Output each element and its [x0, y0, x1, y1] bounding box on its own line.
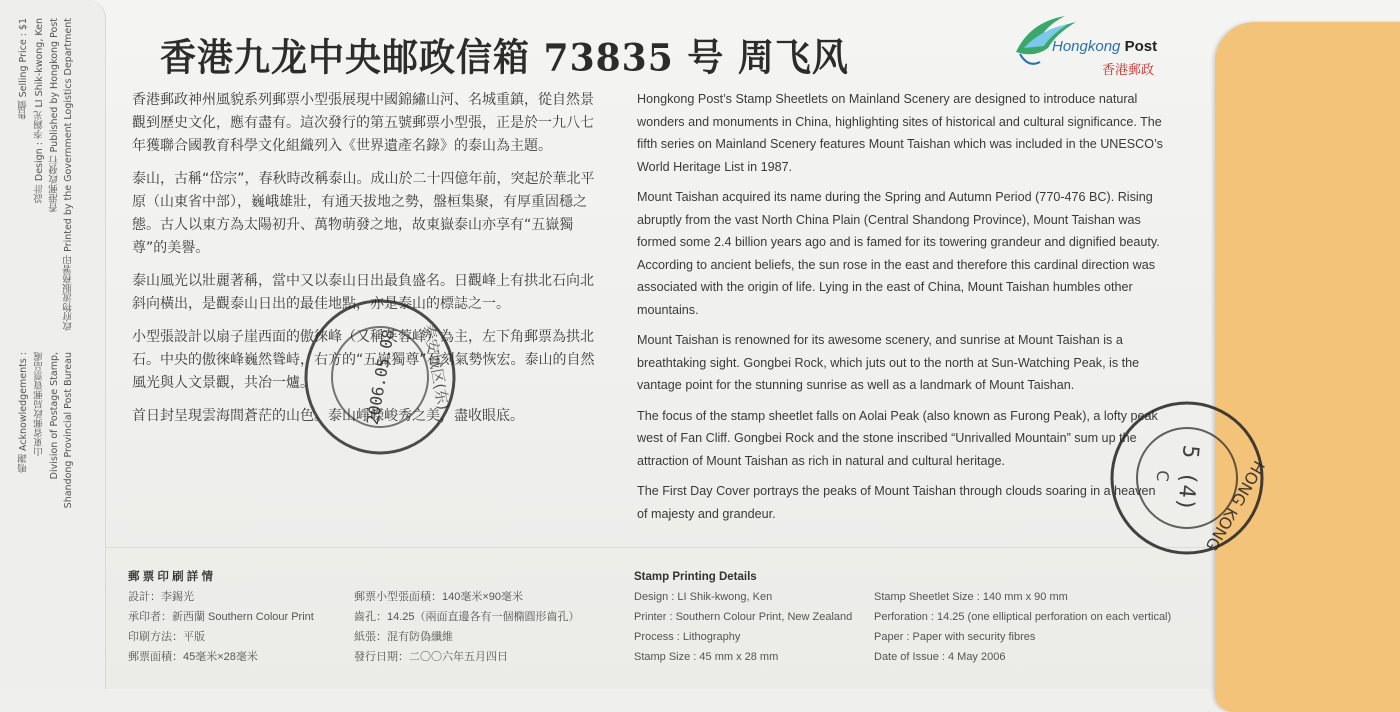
- postmark1-date: 2006.05.08: [362, 328, 399, 427]
- handwritten-address: 香港九龙中央邮政信箱 73835 号 周飞风: [160, 36, 849, 81]
- postmark1-text: 泰安城区(东): [419, 322, 453, 412]
- logo-text-en: [1052, 38, 1157, 55]
- zh-paragraph: 泰山風光以壯麗著稱，當中又以泰山日出最負盛名。日觀峰上有拱北石向北斜向橫出，是觀泰山日出的最佳地點，亦是泰山的標誌之一。: [132, 273, 594, 312]
- detail-line: Printer : Southern Colour Print, New Zealand: [634, 611, 853, 623]
- postmark2-date: 5 (4): [1172, 443, 1203, 513]
- detail-line: 紙張：混有防偽纖維: [354, 631, 453, 643]
- details-en-col2: [874, 587, 1171, 667]
- detail-line: 郵票小型張面積：140毫米×90毫米: [354, 591, 524, 603]
- detail-line: Stamp Sheetlet Size : 140 mm x 90 mm: [874, 591, 1068, 603]
- zh-paragraph: 香港郵政神州風貌系列郵票小型張展現中國錦繡山河、名城重鎮，從自然景觀到歷史文化，應有盡有。這次發行的第五號郵票小型張，正是於一九八七年獲聯合國教育科學文化組織列入《世界遺產名錄》的泰山為主題。: [132, 92, 594, 154]
- logo-text-en-bold: Post: [1124, 38, 1158, 55]
- detail-line: 齒孔：14.25（兩面直邊各有一個橢圓形齒孔）: [354, 611, 580, 623]
- detail-line: Paper : Paper with security fibres: [874, 631, 1036, 643]
- detail-line: Date of Issue : 4 May 2006: [874, 651, 1006, 663]
- details-zh-heading: 郵 票 印 刷 詳 情: [128, 571, 213, 583]
- logo-text-en-regular: Hongkong: [1052, 38, 1121, 55]
- details-en-heading: Stamp Printing Details: [634, 571, 757, 583]
- credit-printed: 政府物流服務署印 Printed by the Government Logistics Department: [63, 18, 74, 331]
- postmark-hongkong: [1105, 398, 1270, 558]
- credit-published: 香港郵政發行 Published by Hongkong Post: [49, 18, 60, 213]
- detail-line: Stamp Size : 45 mm x 28 mm: [634, 651, 779, 663]
- en-paragraph: Mount Taishan acquired its name during the Spring and Autumn Period (770-476 BC). Rising abruptly from the vast North China Plain (Central Shandong Province), Mount Taishan was formed some 2.4 billion years ago and is famed for its towering grandeur and dignified beauty. According to ancient beliefs, the sun rose in the east and therefore this cardinal direction was associated with the origin of life. Lying in the east of China, Mount Taishan humbles other mountains.: [637, 190, 1160, 317]
- logo-text-zh: 香港郵政: [1102, 63, 1155, 78]
- en-paragraph: The focus of the stamp sheetlet falls on Aolai Peak (also known as Furong Peak), a lofty peak west of Fan Cliff. Gongbei Rock and the stone inscribed “Unrivalled Mountain” sum up the attraction of Mount Taishan as rich in natural and cultural heritage.: [637, 408, 1158, 468]
- left-credit-strip: [0, 0, 106, 689]
- en-paragraph: Hongkong Post’s Stamp Sheetlets on Mainland Scenery are designed to introduce natural wonders and monuments in China, highlighting sites of historical and cultural significance. The fifth series on Mainland Scenery features Mount Taishan which was included in the UNESCO’s World Heritage List in 1987.: [637, 92, 1163, 174]
- postmark2-text: HONG KONG: [1201, 457, 1269, 555]
- detail-line: Design : LI Shik-kwong, Ken: [634, 591, 773, 603]
- zh-paragraph: 首日封呈現雲海間蒼茫的山色。泰山崢嶸峻秀之美，盡收眼底。: [132, 408, 524, 424]
- postmark-taian: [300, 295, 460, 460]
- credit-ack-label: 鳴謝 Acknowledgements :: [18, 352, 29, 474]
- credit-design: 設計 Design : 李錫光 LI Shik-kwong, Ken: [34, 18, 45, 204]
- zh-paragraph: 小型張設計以扇子崖西面的傲徠峰（又稱芙蓉峰）為主，左下角郵票為拱北石。中央的傲徠峰巍然聳峙，右方的“五嶽獨尊”石刻氣勢恢宏。泰山的自然風光與人文景觀，共冶一爐。: [132, 329, 595, 391]
- envelope-flap: [1215, 22, 1400, 712]
- postmark2-code: C: [1152, 469, 1173, 483]
- detail-line: Process : Lithography: [634, 631, 741, 643]
- credit-ack-bureau: Shandong Provincial Post Bureau: [63, 352, 74, 509]
- detail-line: Perforation : 14.25 (one elliptical perforation on each vertical): [874, 611, 1172, 623]
- details-zh-col1: [128, 567, 314, 667]
- english-body: [637, 88, 1167, 525]
- credit-selling-price: 售價 Selling Price : $1: [18, 18, 29, 120]
- detail-line: 印刷方法：平版: [128, 631, 205, 643]
- credit-ack-division: Division of Postage Stamp,: [49, 352, 60, 480]
- details-en-col1: [634, 567, 852, 667]
- details-zh-col2: [354, 587, 580, 667]
- section-divider: [105, 547, 1215, 548]
- zh-paragraph: 泰山，古稱“岱宗”，春秋時改稱泰山。成山於二十四億年前，突起於華北平原（山東省中部），巍峨雄壯，有通天拔地之勢，盤桓集聚，有厚重固穩之態。古人以東方為太陽初升、萬物萌發之地，故東嶽泰山亦享有“五嶽獨尊”的美譽。: [132, 171, 595, 256]
- detail-line: 設計：李錫光: [128, 591, 194, 603]
- detail-line: 郵票面積：45毫米×28毫米: [128, 651, 258, 663]
- credit-ack-zh: 山東省郵政局郵資票品處: [34, 352, 45, 457]
- en-paragraph: The First Day Cover portrays the peaks of Mount Taishan through clouds soaring in a heaven of majesty and grandeur.: [637, 484, 1156, 521]
- detail-line: 發行日期：二〇〇六年五月四日: [354, 651, 508, 663]
- detail-line: 承印者：新西蘭 Southern Colour Print: [128, 611, 314, 623]
- en-paragraph: Mount Taishan is renowned for its awesome scenery, and sunrise at Mount Taishan is a breathtaking sight. Gongbei Rock, which juts out to the north at Sun-Watching Peak, is the vantage point for the stunning sunrise as well as a landmark of Mount Taishan.: [637, 333, 1140, 392]
